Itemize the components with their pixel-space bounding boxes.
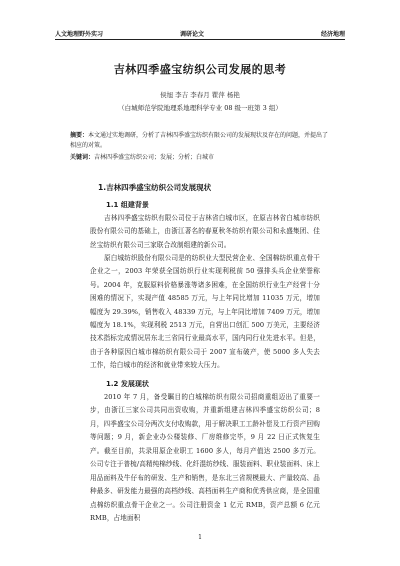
header-center: 调研论文 [180, 31, 205, 38]
paragraph: 原白城纺织股份有限公司是的纺织业大型民营企业、全国棉纺织重点骨干企业之一，2003 年荣获全国纺织行业实现利税前 50 强排头兵企业荣誉称号。2004 年，克服原料价格暴涨等诸多困难，在全国纺织行业生产经营十分困难的情况下，实现产值 48585 万元，与上年同比增加 11035 万元，增加幅度为 29.39%，销售收入 48339 万元，与上年同比增加 7409 万元，增加幅度为 18.1%，实现利税 2513 万元，自营出口创汇 500 万美元，主要经济技术指标完成情况居东北三省同行业最高水平，国内同行业先进水平。但是，由于各种原因白城市棉纺织有限公司于 2007 宣布破产，使 5000 多人失去工作，给白城市的经济和就业带来较大压力。 [90, 254, 320, 370]
paper-title: 吉林四季盛宝纺织公司发展的思考 [113, 63, 287, 76]
paragraph: 截至目前，共录用原企业职工 1600 多人，每月产值达 2500 多万元。公司专注于普梳/高精纯棉纱线、化纤混纺纱线、服装面料、职业装面料、床上用品面料及牛仔布的研发、生产和销售，是东北三省规模最大、产量较高、品种最多、研发能力最强的高档纱线、高档面料生产商和优秀供应商，是全国重点棉纺织重点骨干企业之一。公司注册资金 1 亿元 RMB，资产总额 6 亿元 RMB，占地面积 [90, 447, 320, 523]
page-number: 1 [198, 534, 202, 541]
abstract [70, 131, 330, 151]
keywords-label: 关键词： [70, 154, 95, 161]
header-rule [55, 39, 345, 40]
subsection-heading: 1.2 发展现状 [106, 380, 149, 388]
affiliation: （白城师范学院地理系地理科学专业 08 级一班第 3 组） [118, 104, 282, 112]
subsection-heading: 1.1 组建背景 [106, 201, 149, 209]
running-header [55, 27, 345, 39]
header-right: 经济地理 [320, 31, 345, 38]
keywords-text: 吉林四季盛宝纺织公司；发展；分析；白城市 [94, 154, 215, 161]
keywords [70, 152, 330, 161]
abstract-text: 本文通过实地调研，分析了吉林四季盛宝纺织有限公司的发展现状及存在的问题，并提出了相应的对策。 [70, 132, 329, 149]
header-left: 人文地理野外实习 [55, 31, 104, 38]
authors: 侯旭 李吉 李春月 瞿萍 杨艳 [160, 91, 240, 99]
paragraph: 吉林四季盛宝纺织有限公司位于吉林省白城市区，在原吉林省白城市纺织股份有限公司的基础上，由浙江著名的春夏秋冬纺织有限公司和永盛集团、佳丝宝纺织有限公司三家联合改制组建的新公司。 [90, 214, 320, 249]
section-heading: 1.吉林四季盛宝纺织公司发展现状 [98, 183, 212, 192]
abstract-label: 摘要： [70, 132, 89, 139]
paragraph: 2010 年 7 月，备受瞩目的白城棉纺织有限公司招商重组迈出了重要一步，由浙江三家公司共同出资收购，并重新组建吉林四季盛宝纺织公司；8 月，四季盛宝公司分两次支付收购款，用于解决职工工龄补偿及工行资产回购等问题；9 月，新企业办公楼装修、厂房维修完毕，9 月 22 日正式恢复生产。 [90, 393, 320, 455]
